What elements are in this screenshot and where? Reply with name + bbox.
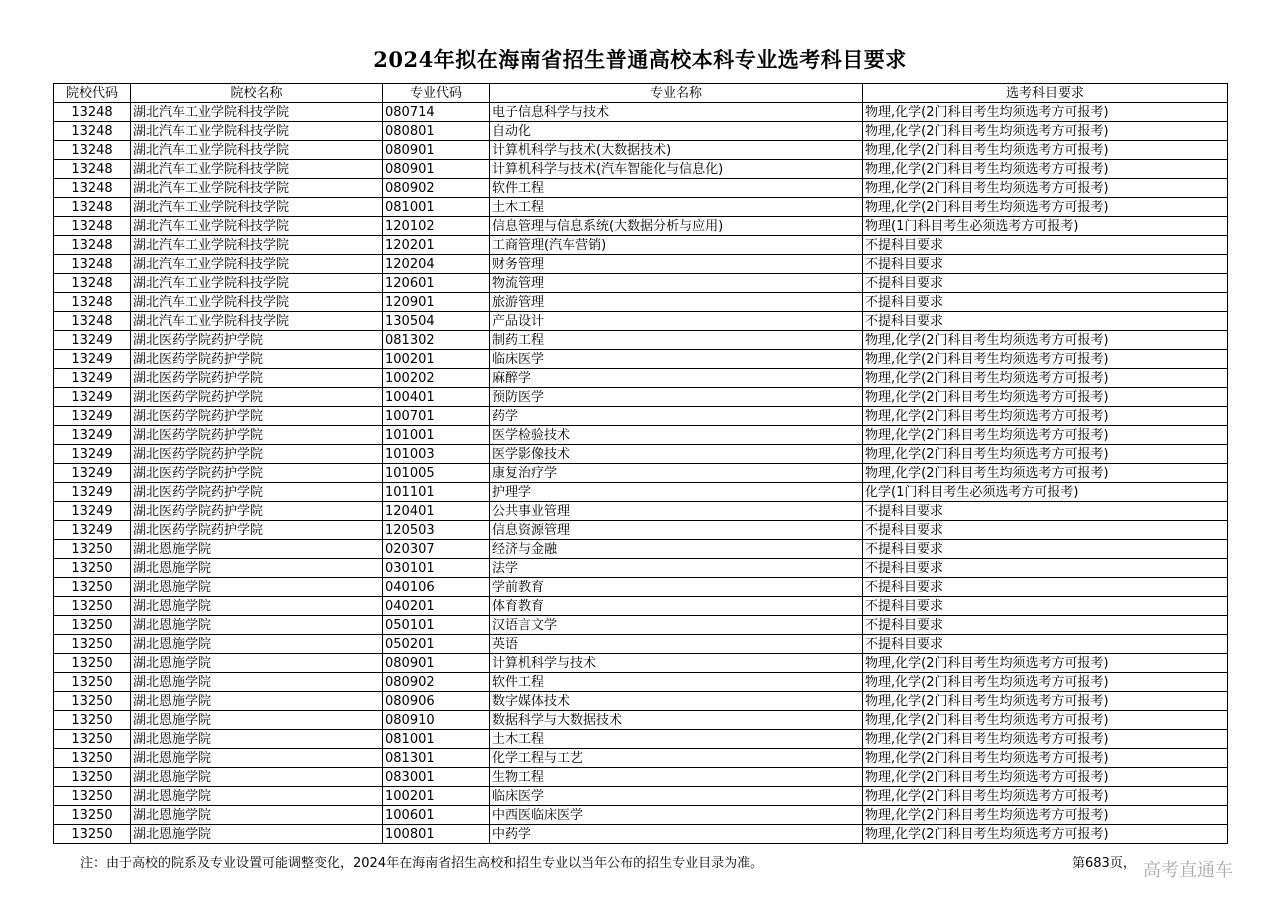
major-code-cell: 120201 bbox=[383, 236, 490, 255]
subject-requirement-cell: 物理,化学(2门科目考生均须选考方可报考) bbox=[863, 749, 1228, 768]
school-name-cell: 湖北汽车工业学院科技学院 bbox=[131, 160, 383, 179]
school-name-cell: 湖北恩施学院 bbox=[131, 825, 383, 844]
major-code-cell: 120901 bbox=[383, 293, 490, 312]
subject-requirement-cell: 物理,化学(2门科目考生均须选考方可报考) bbox=[863, 654, 1228, 673]
major-name-cell: 计算机科学与技术(汽车智能化与信息化) bbox=[490, 160, 863, 179]
table-row bbox=[54, 692, 1228, 711]
table-row bbox=[54, 616, 1228, 635]
major-code-cell: 100201 bbox=[383, 350, 490, 369]
major-code-cell: 080714 bbox=[383, 103, 490, 122]
major-code-cell: 020307 bbox=[383, 540, 490, 559]
table-row bbox=[54, 806, 1228, 825]
school-name-cell: 湖北医药学院药护学院 bbox=[131, 407, 383, 426]
major-name-cell: 生物工程 bbox=[490, 768, 863, 787]
major-code-cell: 080906 bbox=[383, 692, 490, 711]
subject-requirement-cell: 物理(1门科目考生必须选考方可报考) bbox=[863, 217, 1228, 236]
school-code-cell: 13250 bbox=[54, 730, 131, 749]
major-name-cell: 学前教育 bbox=[490, 578, 863, 597]
major-code-cell: 120204 bbox=[383, 255, 490, 274]
major-name-cell: 土木工程 bbox=[490, 730, 863, 749]
school-code-cell: 13250 bbox=[54, 673, 131, 692]
school-code-cell: 13249 bbox=[54, 464, 131, 483]
major-code-cell: 120401 bbox=[383, 502, 490, 521]
major-code-cell: 081001 bbox=[383, 730, 490, 749]
school-name-cell: 湖北恩施学院 bbox=[131, 806, 383, 825]
table-row bbox=[54, 711, 1228, 730]
school-code-cell: 13250 bbox=[54, 692, 131, 711]
table-row bbox=[54, 768, 1228, 787]
table-row bbox=[54, 673, 1228, 692]
column-header-major-code: 专业代码 bbox=[383, 84, 490, 103]
major-code-cell: 120102 bbox=[383, 217, 490, 236]
major-name-cell: 医学影像技术 bbox=[490, 445, 863, 464]
school-code-cell: 13249 bbox=[54, 350, 131, 369]
major-name-cell: 信息资源管理 bbox=[490, 521, 863, 540]
subject-requirement-cell: 物理,化学(2门科目考生均须选考方可报考) bbox=[863, 388, 1228, 407]
major-code-cell: 081301 bbox=[383, 749, 490, 768]
major-name-cell: 产品设计 bbox=[490, 312, 863, 331]
table-row bbox=[54, 445, 1228, 464]
major-name-cell: 软件工程 bbox=[490, 179, 863, 198]
table-row bbox=[54, 407, 1228, 426]
major-code-cell: 100401 bbox=[383, 388, 490, 407]
school-name-cell: 湖北医药学院药护学院 bbox=[131, 369, 383, 388]
major-name-cell: 物流管理 bbox=[490, 274, 863, 293]
school-code-cell: 13250 bbox=[54, 654, 131, 673]
table-row bbox=[54, 635, 1228, 654]
table-row bbox=[54, 654, 1228, 673]
table-row bbox=[54, 483, 1228, 502]
table-row bbox=[54, 350, 1228, 369]
major-name-cell: 土木工程 bbox=[490, 198, 863, 217]
table-row bbox=[54, 730, 1228, 749]
major-code-cell: 040106 bbox=[383, 578, 490, 597]
subject-requirement-cell: 物理,化学(2门科目考生均须选考方可报考) bbox=[863, 673, 1228, 692]
school-name-cell: 湖北医药学院药护学院 bbox=[131, 331, 383, 350]
subject-requirement-cell: 不提科目要求 bbox=[863, 312, 1228, 331]
major-code-cell: 080901 bbox=[383, 160, 490, 179]
major-name-cell: 计算机科学与技术(大数据技术) bbox=[490, 141, 863, 160]
major-name-cell: 信息管理与信息系统(大数据分析与应用) bbox=[490, 217, 863, 236]
major-name-cell: 财务管理 bbox=[490, 255, 863, 274]
major-code-cell: 130504 bbox=[383, 312, 490, 331]
major-name-cell: 法学 bbox=[490, 559, 863, 578]
major-code-cell: 080902 bbox=[383, 179, 490, 198]
major-name-cell: 电子信息科学与技术 bbox=[490, 103, 863, 122]
school-name-cell: 湖北汽车工业学院科技学院 bbox=[131, 198, 383, 217]
school-code-cell: 13250 bbox=[54, 597, 131, 616]
major-code-cell: 101005 bbox=[383, 464, 490, 483]
school-code-cell: 13248 bbox=[54, 312, 131, 331]
subject-requirement-cell: 不提科目要求 bbox=[863, 255, 1228, 274]
subject-requirement-cell: 不提科目要求 bbox=[863, 293, 1228, 312]
table-row bbox=[54, 825, 1228, 844]
subject-requirement-cell: 不提科目要求 bbox=[863, 236, 1228, 255]
table-row bbox=[54, 103, 1228, 122]
table-row bbox=[54, 217, 1228, 236]
school-code-cell: 13249 bbox=[54, 331, 131, 350]
table-row bbox=[54, 749, 1228, 768]
subject-requirement-cell: 物理,化学(2门科目考生均须选考方可报考) bbox=[863, 787, 1228, 806]
school-name-cell: 湖北医药学院药护学院 bbox=[131, 445, 383, 464]
major-name-cell: 预防医学 bbox=[490, 388, 863, 407]
school-code-cell: 13249 bbox=[54, 502, 131, 521]
school-code-cell: 13248 bbox=[54, 160, 131, 179]
subject-requirement-cell: 不提科目要求 bbox=[863, 597, 1228, 616]
school-name-cell: 湖北汽车工业学院科技学院 bbox=[131, 179, 383, 198]
school-name-cell: 湖北恩施学院 bbox=[131, 578, 383, 597]
table-row bbox=[54, 559, 1228, 578]
major-code-cell: 100701 bbox=[383, 407, 490, 426]
school-code-cell: 13248 bbox=[54, 236, 131, 255]
school-name-cell: 湖北汽车工业学院科技学院 bbox=[131, 312, 383, 331]
major-name-cell: 工商管理(汽车营销) bbox=[490, 236, 863, 255]
table-row bbox=[54, 179, 1228, 198]
subject-requirement-cell: 物理,化学(2门科目考生均须选考方可报考) bbox=[863, 464, 1228, 483]
table-row bbox=[54, 540, 1228, 559]
major-name-cell: 自动化 bbox=[490, 122, 863, 141]
major-code-cell: 120601 bbox=[383, 274, 490, 293]
subject-requirement-cell: 物理,化学(2门科目考生均须选考方可报考) bbox=[863, 103, 1228, 122]
school-code-cell: 13250 bbox=[54, 806, 131, 825]
table-row bbox=[54, 369, 1228, 388]
subject-requirement-cell: 物理,化学(2门科目考生均须选考方可报考) bbox=[863, 711, 1228, 730]
school-code-cell: 13248 bbox=[54, 141, 131, 160]
major-name-cell: 旅游管理 bbox=[490, 293, 863, 312]
subject-requirement-cell: 不提科目要求 bbox=[863, 540, 1228, 559]
school-name-cell: 湖北汽车工业学院科技学院 bbox=[131, 293, 383, 312]
school-code-cell: 13249 bbox=[54, 426, 131, 445]
school-name-cell: 湖北恩施学院 bbox=[131, 673, 383, 692]
school-name-cell: 湖北恩施学院 bbox=[131, 559, 383, 578]
school-name-cell: 湖北医药学院药护学院 bbox=[131, 464, 383, 483]
table-row bbox=[54, 426, 1228, 445]
school-name-cell: 湖北医药学院药护学院 bbox=[131, 502, 383, 521]
major-code-cell: 080901 bbox=[383, 654, 490, 673]
school-name-cell: 湖北恩施学院 bbox=[131, 749, 383, 768]
major-name-cell: 数据科学与大数据技术 bbox=[490, 711, 863, 730]
school-code-cell: 13249 bbox=[54, 521, 131, 540]
major-code-cell: 080901 bbox=[383, 141, 490, 160]
school-name-cell: 湖北恩施学院 bbox=[131, 597, 383, 616]
school-code-cell: 13249 bbox=[54, 483, 131, 502]
school-code-cell: 13248 bbox=[54, 274, 131, 293]
major-name-cell: 数字媒体技术 bbox=[490, 692, 863, 711]
table-header-row bbox=[54, 84, 1228, 103]
column-header-major-name: 专业名称 bbox=[490, 84, 863, 103]
subject-requirement-cell: 物理,化学(2门科目考生均须选考方可报考) bbox=[863, 122, 1228, 141]
major-code-cell: 100801 bbox=[383, 825, 490, 844]
subject-requirement-cell: 不提科目要求 bbox=[863, 616, 1228, 635]
major-name-cell: 临床医学 bbox=[490, 350, 863, 369]
subject-requirement-cell: 不提科目要求 bbox=[863, 521, 1228, 540]
major-name-cell: 公共事业管理 bbox=[490, 502, 863, 521]
major-name-cell: 康复治疗学 bbox=[490, 464, 863, 483]
major-name-cell: 化学工程与工艺 bbox=[490, 749, 863, 768]
major-name-cell: 临床医学 bbox=[490, 787, 863, 806]
table-row bbox=[54, 312, 1228, 331]
major-name-cell: 药学 bbox=[490, 407, 863, 426]
table-row bbox=[54, 255, 1228, 274]
table-row bbox=[54, 293, 1228, 312]
table-row bbox=[54, 597, 1228, 616]
subject-requirement-cell: 物理,化学(2门科目考生均须选考方可报考) bbox=[863, 407, 1228, 426]
table-row bbox=[54, 521, 1228, 540]
school-name-cell: 湖北医药学院药护学院 bbox=[131, 350, 383, 369]
major-code-cell: 080910 bbox=[383, 711, 490, 730]
subject-requirement-cell: 物理,化学(2门科目考生均须选考方可报考) bbox=[863, 445, 1228, 464]
major-code-cell: 050201 bbox=[383, 635, 490, 654]
subject-requirement-cell: 物理,化学(2门科目考生均须选考方可报考) bbox=[863, 730, 1228, 749]
school-name-cell: 湖北恩施学院 bbox=[131, 711, 383, 730]
subject-requirement-cell: 不提科目要求 bbox=[863, 578, 1228, 597]
major-name-cell: 中药学 bbox=[490, 825, 863, 844]
school-name-cell: 湖北恩施学院 bbox=[131, 540, 383, 559]
table-row bbox=[54, 502, 1228, 521]
school-code-cell: 13248 bbox=[54, 255, 131, 274]
school-code-cell: 13250 bbox=[54, 711, 131, 730]
watermark: 高考直通车 bbox=[1143, 860, 1233, 881]
school-name-cell: 湖北汽车工业学院科技学院 bbox=[131, 122, 383, 141]
requirements-table bbox=[53, 83, 1228, 844]
major-code-cell: 050101 bbox=[383, 616, 490, 635]
school-code-cell: 13250 bbox=[54, 749, 131, 768]
major-name-cell: 护理学 bbox=[490, 483, 863, 502]
table-row bbox=[54, 787, 1228, 806]
subject-requirement-cell: 物理,化学(2门科目考生均须选考方可报考) bbox=[863, 426, 1228, 445]
major-code-cell: 101101 bbox=[383, 483, 490, 502]
table-row bbox=[54, 578, 1228, 597]
major-code-cell: 101003 bbox=[383, 445, 490, 464]
school-name-cell: 湖北恩施学院 bbox=[131, 692, 383, 711]
school-name-cell: 湖北汽车工业学院科技学院 bbox=[131, 255, 383, 274]
major-code-cell: 081001 bbox=[383, 198, 490, 217]
school-name-cell: 湖北恩施学院 bbox=[131, 654, 383, 673]
table-row bbox=[54, 122, 1228, 141]
school-name-cell: 湖北恩施学院 bbox=[131, 730, 383, 749]
major-name-cell: 制药工程 bbox=[490, 331, 863, 350]
subject-requirement-cell: 物理,化学(2门科目考生均须选考方可报考) bbox=[863, 198, 1228, 217]
table-body bbox=[54, 103, 1228, 844]
school-code-cell: 13250 bbox=[54, 578, 131, 597]
subject-requirement-cell: 物理,化学(2门科目考生均须选考方可报考) bbox=[863, 768, 1228, 787]
major-code-cell: 080902 bbox=[383, 673, 490, 692]
school-code-cell: 13249 bbox=[54, 445, 131, 464]
school-code-cell: 13248 bbox=[54, 103, 131, 122]
major-code-cell: 120503 bbox=[383, 521, 490, 540]
major-name-cell: 医学检验技术 bbox=[490, 426, 863, 445]
major-name-cell: 英语 bbox=[490, 635, 863, 654]
table-row bbox=[54, 388, 1228, 407]
school-name-cell: 湖北医药学院药护学院 bbox=[131, 388, 383, 407]
school-code-cell: 13248 bbox=[54, 122, 131, 141]
school-code-cell: 13248 bbox=[54, 217, 131, 236]
school-name-cell: 湖北恩施学院 bbox=[131, 635, 383, 654]
footnote: 注：由于高校的院系及专业设置可能调整变化，2024年在海南省招生高校和招生专业以当年公布的招生专业目录为准。 bbox=[80, 856, 764, 871]
major-name-cell: 软件工程 bbox=[490, 673, 863, 692]
major-name-cell: 中西医临床医学 bbox=[490, 806, 863, 825]
major-code-cell: 080801 bbox=[383, 122, 490, 141]
school-code-cell: 13249 bbox=[54, 369, 131, 388]
subject-requirement-cell: 物理,化学(2门科目考生均须选考方可报考) bbox=[863, 160, 1228, 179]
school-code-cell: 13248 bbox=[54, 179, 131, 198]
subject-requirement-cell: 不提科目要求 bbox=[863, 274, 1228, 293]
column-header-subject-requirement: 选考科目要求 bbox=[863, 84, 1228, 103]
table-row bbox=[54, 141, 1228, 160]
table-row bbox=[54, 236, 1228, 255]
table-row bbox=[54, 160, 1228, 179]
school-name-cell: 湖北汽车工业学院科技学院 bbox=[131, 274, 383, 293]
column-header-school-code: 院校代码 bbox=[54, 84, 131, 103]
school-name-cell: 湖北汽车工业学院科技学院 bbox=[131, 217, 383, 236]
subject-requirement-cell: 物理,化学(2门科目考生均须选考方可报考) bbox=[863, 350, 1228, 369]
school-code-cell: 13250 bbox=[54, 616, 131, 635]
school-code-cell: 13249 bbox=[54, 407, 131, 426]
major-code-cell: 081302 bbox=[383, 331, 490, 350]
subject-requirement-cell: 物理,化学(2门科目考生均须选考方可报考) bbox=[863, 825, 1228, 844]
subject-requirement-cell: 物理,化学(2门科目考生均须选考方可报考) bbox=[863, 806, 1228, 825]
subject-requirement-cell: 化学(1门科目考生必须选考方可报考) bbox=[863, 483, 1228, 502]
school-name-cell: 湖北汽车工业学院科技学院 bbox=[131, 103, 383, 122]
major-name-cell: 计算机科学与技术 bbox=[490, 654, 863, 673]
page-title: 2024年拟在海南省招生普通高校本科专业选考科目要求 bbox=[373, 47, 907, 72]
school-code-cell: 13250 bbox=[54, 559, 131, 578]
school-code-cell: 13250 bbox=[54, 540, 131, 559]
school-name-cell: 湖北恩施学院 bbox=[131, 768, 383, 787]
subject-requirement-cell: 物理,化学(2门科目考生均须选考方可报考) bbox=[863, 141, 1228, 160]
major-code-cell: 100202 bbox=[383, 369, 490, 388]
major-name-cell: 体育教育 bbox=[490, 597, 863, 616]
subject-requirement-cell: 不提科目要求 bbox=[863, 502, 1228, 521]
subject-requirement-cell: 不提科目要求 bbox=[863, 559, 1228, 578]
school-code-cell: 13249 bbox=[54, 388, 131, 407]
school-code-cell: 13250 bbox=[54, 635, 131, 654]
major-code-cell: 030101 bbox=[383, 559, 490, 578]
major-name-cell: 麻醉学 bbox=[490, 369, 863, 388]
school-name-cell: 湖北汽车工业学院科技学院 bbox=[131, 236, 383, 255]
major-code-cell: 100601 bbox=[383, 806, 490, 825]
school-name-cell: 湖北医药学院药护学院 bbox=[131, 521, 383, 540]
school-name-cell: 湖北恩施学院 bbox=[131, 787, 383, 806]
school-code-cell: 13250 bbox=[54, 825, 131, 844]
subject-requirement-cell: 物理,化学(2门科目考生均须选考方可报考) bbox=[863, 692, 1228, 711]
subject-requirement-cell: 物理,化学(2门科目考生均须选考方可报考) bbox=[863, 179, 1228, 198]
school-name-cell: 湖北汽车工业学院科技学院 bbox=[131, 141, 383, 160]
major-name-cell: 经济与金融 bbox=[490, 540, 863, 559]
table-row bbox=[54, 464, 1228, 483]
major-code-cell: 083001 bbox=[383, 768, 490, 787]
table-row bbox=[54, 198, 1228, 217]
subject-requirement-cell: 物理,化学(2门科目考生均须选考方可报考) bbox=[863, 331, 1228, 350]
school-code-cell: 13250 bbox=[54, 768, 131, 787]
school-code-cell: 13248 bbox=[54, 293, 131, 312]
major-name-cell: 汉语言文学 bbox=[490, 616, 863, 635]
school-code-cell: 13248 bbox=[54, 198, 131, 217]
major-code-cell: 100201 bbox=[383, 787, 490, 806]
subject-requirement-cell: 物理,化学(2门科目考生均须选考方可报考) bbox=[863, 369, 1228, 388]
school-name-cell: 湖北医药学院药护学院 bbox=[131, 483, 383, 502]
school-name-cell: 湖北医药学院药护学院 bbox=[131, 426, 383, 445]
column-header-school-name: 院校名称 bbox=[131, 84, 383, 103]
table-row bbox=[54, 274, 1228, 293]
major-code-cell: 101001 bbox=[383, 426, 490, 445]
school-name-cell: 湖北恩施学院 bbox=[131, 616, 383, 635]
table-row bbox=[54, 331, 1228, 350]
major-code-cell: 040201 bbox=[383, 597, 490, 616]
school-code-cell: 13250 bbox=[54, 787, 131, 806]
subject-requirement-cell: 不提科目要求 bbox=[863, 635, 1228, 654]
page-number: 第683页， bbox=[1072, 856, 1136, 871]
